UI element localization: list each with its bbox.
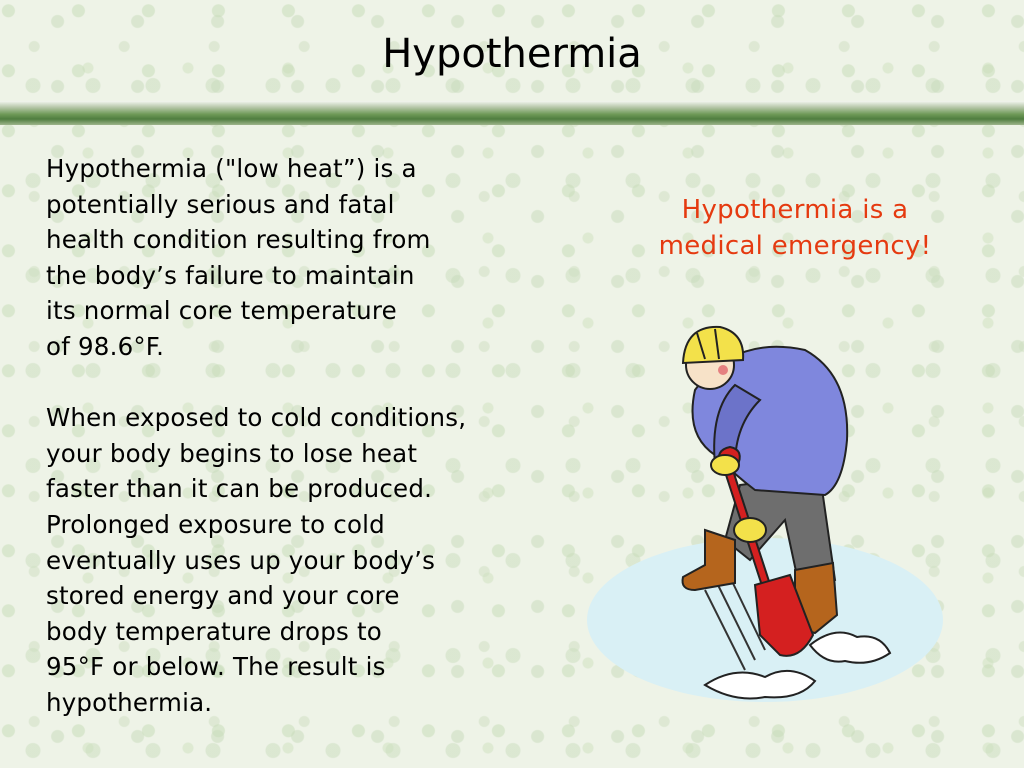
paragraph-explanation: When exposed to cold conditions, your body begins to lose heat faster than it can be produced. Prolonged exposure to cold eventually uses up your body’s stored energy and your core body temperature drops to 95°F or below. The result is hypothermia.	[46, 403, 467, 717]
paragraph-definition: Hypothermia ("low heat”) is a potentially serious and fatal health condition resulting from the body’s failure to maintain its normal core temperature of 98.6°F.	[46, 154, 431, 361]
hard-hat-icon	[683, 327, 743, 363]
title-divider-bar	[0, 101, 1024, 125]
callout-text: Hypothermia is a medical emergency!	[658, 195, 932, 261]
emergency-callout	[590, 192, 1000, 264]
slide-title: Hypothermia	[382, 31, 642, 77]
person-shoveling-snow-illustration	[585, 315, 945, 715]
body-text	[46, 151, 586, 721]
